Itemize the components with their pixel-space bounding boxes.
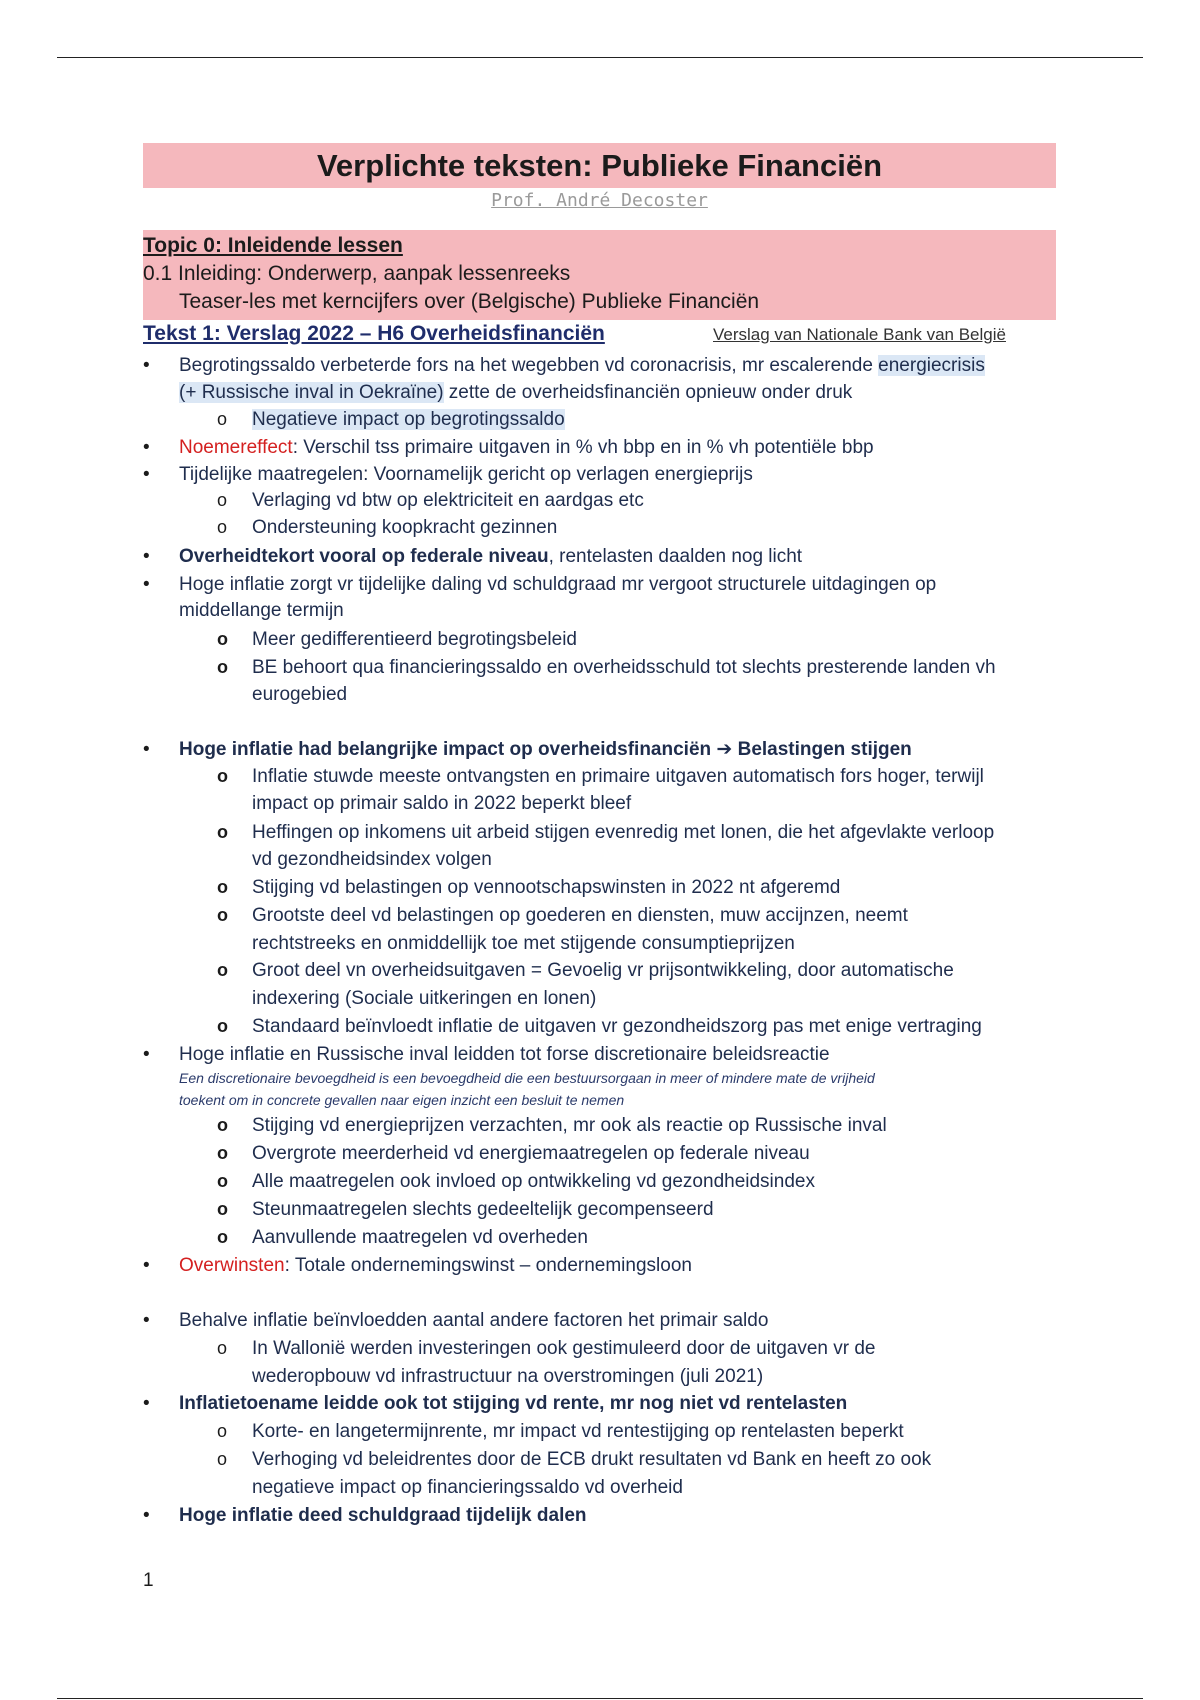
sub-list-item: Standaard beïnvloedt inflatie de uitgaven vr gezondheidszorg pas met enige vertraging bbox=[252, 1016, 982, 1037]
circle-bullet-icon: o bbox=[217, 960, 228, 980]
sub-list-item bbox=[252, 406, 565, 433]
topic-item: Teaser-les met kerncijfers over (Belgische) Publieke Financiën bbox=[179, 290, 760, 313]
text-run: Begrotingssaldo verbeterde fors na het wegebben vd coronacrisis, mr escalerende bbox=[179, 355, 879, 376]
sub-list-item-continuation: impact op primair saldo in 2022 beperkt bleef bbox=[252, 793, 632, 814]
bullet-icon: • bbox=[143, 464, 150, 485]
text-title: Tekst 1: Verslag 2022 – H6 Overheidsfinanciën bbox=[143, 322, 605, 345]
circle-bullet-icon: o bbox=[217, 1338, 228, 1358]
sub-list-item-continuation: rechtstreeks en onmiddellijk toe met stijgende consumptieprijzen bbox=[252, 933, 795, 954]
circle-bullet-icon: o bbox=[217, 1143, 228, 1163]
arrow-right-icon: ➔ bbox=[716, 739, 733, 760]
list-item bbox=[179, 736, 912, 763]
circle-bullet-icon: o bbox=[217, 490, 228, 510]
circle-bullet-icon: o bbox=[217, 877, 228, 897]
text-run: , rentelasten daalden nog licht bbox=[548, 546, 803, 567]
list-item: Tijdelijke maatregelen: Voornamelijk gericht op verlagen energieprijs bbox=[179, 464, 753, 485]
sub-list-item: BE behoort qua financieringssaldo en overheidsschuld tot slechts presterende landen vh bbox=[252, 657, 996, 678]
bold-text: Hoge inflatie had belangrijke impact op overheidsfinanciën bbox=[179, 739, 717, 760]
page-title: Verplichte teksten: Publieke Financiën bbox=[316, 148, 883, 183]
sub-list-item-continuation: negatieve impact op financieringssaldo vd overheid bbox=[252, 1477, 683, 1498]
sub-list-item: Stijging vd belastingen op vennootschapswinsten in 2022 nt afgeremd bbox=[252, 877, 841, 898]
sub-list-item-continuation: wederopbouw vd infrastructuur na overstromingen (juli 2021) bbox=[252, 1366, 764, 1387]
list-item: Hoge inflatie zorgt vr tijdelijke daling vd schuldgraad mr vergoot structurele uitdagingen op bbox=[179, 574, 937, 595]
circle-bullet-icon: o bbox=[217, 822, 228, 842]
sub-list-item: Grootste deel vd belastingen op goederen en diensten, muw accijnzen, neemt bbox=[252, 905, 908, 926]
circle-bullet-icon: o bbox=[217, 657, 228, 677]
bullet-icon: • bbox=[143, 1393, 150, 1414]
bullet-icon: • bbox=[143, 1310, 150, 1331]
bullet-icon: • bbox=[143, 574, 150, 595]
footnote-line: toekent om in concrete gevallen naar eigen inzicht een besluit te nemen bbox=[179, 1092, 625, 1108]
list-item-continuation bbox=[179, 379, 852, 406]
bullet-icon: • bbox=[143, 1044, 150, 1065]
list-item bbox=[179, 543, 802, 570]
sub-list-item: Inflatie stuwde meeste ontvangsten en primaire uitgaven automatisch fors hoger, terwijl bbox=[252, 766, 984, 787]
term-text: Noemereffect bbox=[179, 437, 293, 458]
bullet-icon: • bbox=[143, 1255, 150, 1276]
sub-list-item-continuation: vd gezondheidsindex volgen bbox=[252, 849, 492, 870]
sub-list-item: Meer gedifferentieerd begrotingsbeleid bbox=[252, 629, 577, 650]
list-item: Hoge inflatie en Russische inval leidden tot forse discretionaire beleidsreactie bbox=[179, 1044, 830, 1065]
circle-bullet-icon: o bbox=[217, 1227, 228, 1247]
circle-bullet-icon: o bbox=[217, 1199, 228, 1219]
sub-list-item: Groot deel vn overheidsuitgaven = Gevoelig vr prijsontwikkeling, door automatische bbox=[252, 960, 954, 981]
bullet-icon: • bbox=[143, 739, 150, 760]
highlighted-text: energiecrisis bbox=[878, 355, 985, 376]
circle-bullet-icon: o bbox=[217, 766, 228, 786]
list-item: Inflatietoename leidde ook tot stijging vd rente, mr nog niet vd rentelasten bbox=[179, 1393, 848, 1414]
topic-title: Topic 0: Inleidende lessen bbox=[143, 234, 403, 257]
sub-list-item: Ondersteuning koopkracht gezinnen bbox=[252, 517, 558, 538]
circle-bullet-icon: o bbox=[217, 1421, 228, 1441]
text-run: : Totale ondernemingswinst – ondernemingsloon bbox=[284, 1255, 692, 1276]
bullet-icon: • bbox=[143, 355, 150, 376]
list-item bbox=[179, 1252, 692, 1279]
sub-list-item-continuation: indexering (Sociale uitkeringen en lonen) bbox=[252, 988, 597, 1009]
bullet-icon: • bbox=[143, 1505, 150, 1526]
list-item bbox=[179, 434, 874, 461]
footnote-line: Een discretionaire bevoegdheid is een bevoegdheid die een bestuursorgaan in meer of mindere mate de vrijheid bbox=[179, 1070, 875, 1086]
text-run: : Verschil tss primaire uitgaven in % vh bbp en in % vh potentiële bbp bbox=[292, 437, 874, 458]
sub-list-item: Overgrote meerderheid vd energiemaatregelen op federale niveau bbox=[252, 1143, 810, 1164]
sub-list-item: Alle maatregelen ook invloed op ontwikkeling vd gezondheidsindex bbox=[252, 1171, 815, 1192]
author-name: Prof. André Decoster bbox=[491, 190, 708, 211]
bullet-icon: • bbox=[143, 437, 150, 458]
title-banner bbox=[143, 143, 1056, 188]
sub-list-item: Steunmaatregelen slechts gedeeltelijk gecompenseerd bbox=[252, 1199, 714, 1220]
circle-bullet-icon: o bbox=[217, 1449, 228, 1469]
highlighted-text: (+ Russische inval in Oekraïne) bbox=[179, 382, 444, 403]
sub-list-item: In Wallonië werden investeringen ook gestimuleerd door de uitgaven vr de bbox=[252, 1338, 876, 1359]
circle-bullet-icon: o bbox=[217, 1115, 228, 1135]
circle-bullet-icon: o bbox=[217, 1016, 228, 1036]
page-number: 1 bbox=[143, 1570, 154, 1591]
highlighted-text: Negatieve impact op begrotingssaldo bbox=[252, 409, 565, 430]
bold-text: Overheidtekort vooral op federale niveau bbox=[179, 546, 549, 567]
sub-list-item: Verlaging vd btw op elektriciteit en aardgas etc bbox=[252, 490, 644, 511]
circle-bullet-icon: o bbox=[217, 629, 228, 649]
topic-subheading: 0.1 Inleiding: Onderwerp, aanpak lessenreeks bbox=[143, 262, 571, 285]
list-item: Behalve inflatie beïnvloedden aantal andere factoren het primair saldo bbox=[179, 1310, 769, 1331]
circle-bullet-icon: o bbox=[217, 1171, 228, 1191]
circle-bullet-icon: o bbox=[217, 409, 228, 429]
sub-list-item: Verhoging vd beleidrentes door de ECB drukt resultaten vd Bank en heeft zo ook bbox=[252, 1449, 932, 1470]
text-source: Verslag van Nationale Bank van België bbox=[713, 325, 1006, 344]
circle-bullet-icon: o bbox=[217, 517, 228, 537]
term-text: Overwinsten bbox=[179, 1255, 285, 1276]
header-rule bbox=[57, 57, 1143, 58]
topic-banner bbox=[143, 230, 1056, 320]
list-item bbox=[179, 352, 985, 379]
sub-list-item: Aanvullende maatregelen vd overheden bbox=[252, 1227, 588, 1248]
sub-list-item: Stijging vd energieprijzen verzachten, mr ook als reactie op Russische inval bbox=[252, 1115, 887, 1136]
list-item-continuation: middellange termijn bbox=[179, 600, 344, 621]
sub-list-item: Heffingen op inkomens uit arbeid stijgen evenredig met lonen, die het afgevlakte verloop bbox=[252, 822, 995, 843]
text-heading bbox=[143, 322, 1056, 350]
bullet-icon: • bbox=[143, 546, 150, 567]
footer-rule bbox=[57, 1698, 1143, 1699]
bold-text: Belastingen stijgen bbox=[732, 739, 912, 760]
sub-list-item-continuation: eurogebied bbox=[252, 684, 348, 705]
sub-list-item: Korte- en langetermijnrente, mr impact vd rentestijging op rentelasten beperkt bbox=[252, 1421, 904, 1442]
text-run: zette de overheidsfinanciën opnieuw onder druk bbox=[443, 382, 853, 403]
circle-bullet-icon: o bbox=[217, 905, 228, 925]
list-item: Hoge inflatie deed schuldgraad tijdelijk dalen bbox=[179, 1505, 587, 1526]
author bbox=[143, 190, 1056, 211]
